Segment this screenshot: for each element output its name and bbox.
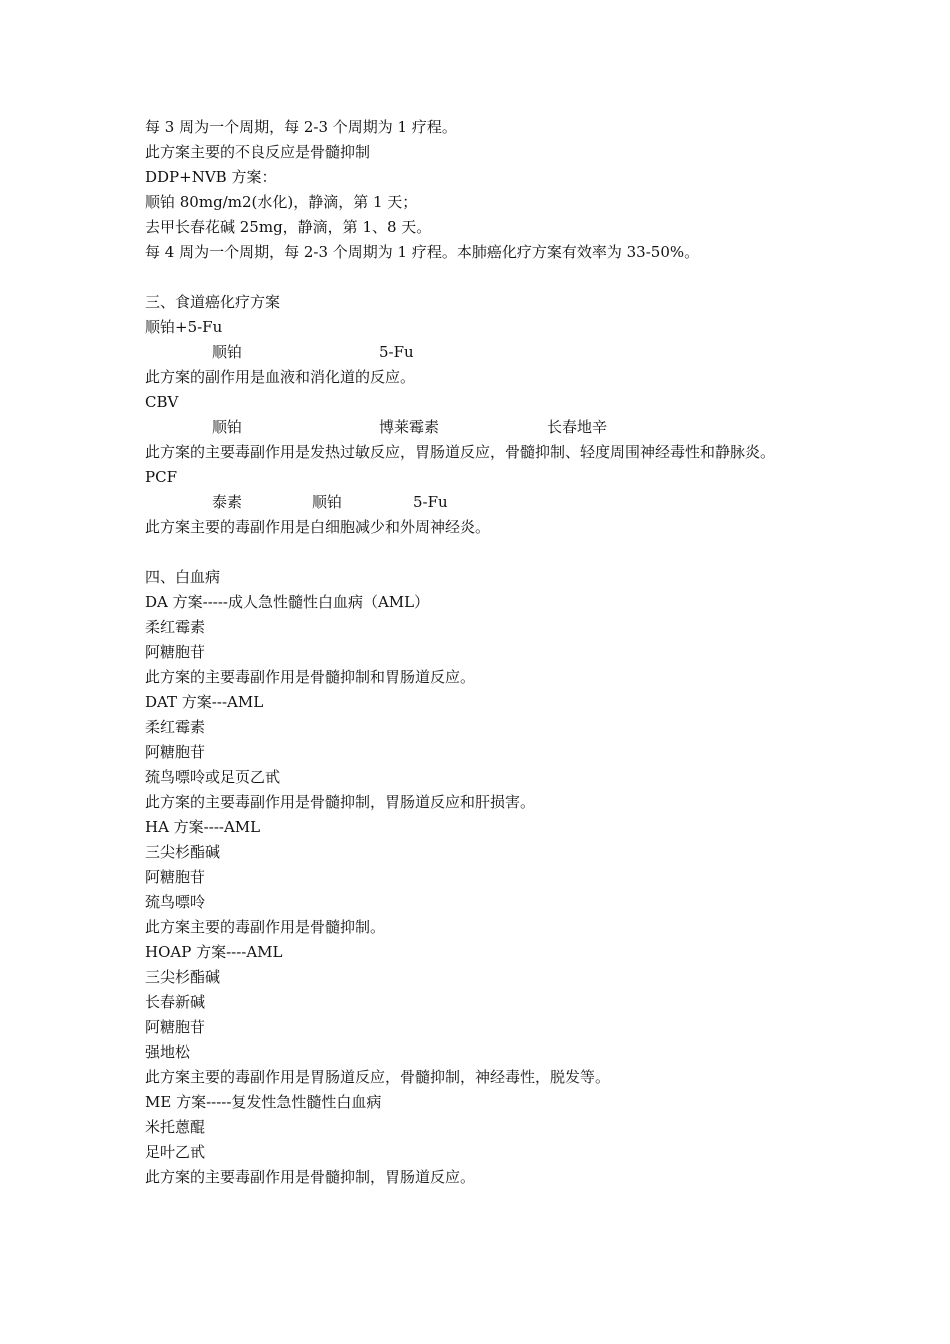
- side-effect-note: 此方案主要的毒副作用是白细胞减少和外周神经炎。: [145, 518, 491, 536]
- text-line: 每 3 周为一个周期，每 2-3 个周期为 1 疗程。: [145, 118, 457, 136]
- drug-name: 阿糖胞苷: [145, 743, 206, 761]
- text-line: 每 4 周为一个周期，每 2-3 个周期为 1 疗程。本肺癌化疗方案有效率为 33-50%。: [145, 243, 700, 261]
- drug-row: [145, 490, 815, 515]
- drug-name: 柔红霉素: [145, 618, 206, 636]
- drug-name: 巯鸟嘌呤: [145, 893, 206, 911]
- document-body: [145, 115, 815, 1190]
- section-heading: 三、食道癌化疗方案: [145, 293, 281, 311]
- drug-name: 三尖杉酯碱: [145, 843, 221, 861]
- regimen-title: HA 方案----AML: [145, 818, 261, 836]
- regimen-title: DAT 方案---AML: [145, 693, 264, 711]
- drug-name: 阿糖胞苷: [145, 868, 206, 886]
- drug-name: 泰素: [212, 493, 243, 511]
- blank-line: [145, 265, 815, 290]
- drug-name: 足叶乙甙: [145, 1143, 206, 1161]
- regimen-title: 顺铂+5-Fu: [145, 318, 223, 336]
- drug-name: 顺铂: [212, 418, 243, 436]
- drug-name: 米托蒽醌: [145, 1118, 206, 1136]
- side-effect-note: 此方案主要的毒副作用是骨髓抑制。: [145, 918, 386, 936]
- drug-name: 柔红霉素: [145, 718, 206, 736]
- side-effect-note: 此方案的副作用是血液和消化道的反应。: [145, 368, 416, 386]
- side-effect-note: 此方案的主要毒副作用是骨髓抑制，胃肠道反应和肝损害。: [145, 793, 536, 811]
- drug-name: 阿糖胞苷: [145, 1018, 206, 1036]
- drug-name: 阿糖胞苷: [145, 643, 206, 661]
- text-line: 去甲长春花碱 25mg，静滴，第 1、8 天。: [145, 218, 432, 236]
- drug-row: [145, 340, 815, 365]
- drug-name: 顺铂: [312, 493, 343, 511]
- drug-row: [145, 415, 815, 440]
- drug-name: 5-Fu: [413, 493, 448, 511]
- side-effect-note: 此方案的主要毒副作用是骨髓抑制，胃肠道反应。: [145, 1168, 476, 1186]
- drug-name: 5-Fu: [379, 343, 414, 361]
- drug-name: 巯鸟嘌呤或足页乙甙: [145, 768, 281, 786]
- blank-line: [145, 540, 815, 565]
- drug-name: 长春地辛: [547, 418, 608, 436]
- drug-name: 博莱霉素: [379, 418, 440, 436]
- regimen-title: CBV: [145, 393, 179, 411]
- drug-name: 顺铂: [212, 343, 243, 361]
- regimen-title: PCF: [145, 468, 177, 486]
- side-effect-note: 此方案主要的毒副作用是胃肠道反应，骨髓抑制，神经毒性，脱发等。: [145, 1068, 611, 1086]
- section-heading: 四、白血病: [145, 568, 221, 586]
- regimen-title: DA 方案-----成人急性髓性白血病（AML）: [145, 593, 430, 611]
- drug-name: 强地松: [145, 1043, 191, 1061]
- drug-name: 三尖杉酯碱: [145, 968, 221, 986]
- text-line: 此方案主要的不良反应是骨髓抑制: [145, 143, 371, 161]
- text-line: 顺铂 80mg/m2(水化)，静滴，第 1 天；: [145, 193, 418, 211]
- regimen-title: ME 方案-----复发性急性髓性白血病: [145, 1093, 382, 1111]
- side-effect-note: 此方案的主要毒副作用是骨髓抑制和胃肠道反应。: [145, 668, 476, 686]
- regimen-title: DDP+NVB 方案：: [145, 168, 277, 186]
- side-effect-note: 此方案的主要毒副作用是发热过敏反应，胃肠道反应，骨髓抑制、轻度周围神经毒性和静脉炎。: [145, 443, 776, 461]
- regimen-title: HOAP 方案----AML: [145, 943, 283, 961]
- drug-name: 长春新碱: [145, 993, 206, 1011]
